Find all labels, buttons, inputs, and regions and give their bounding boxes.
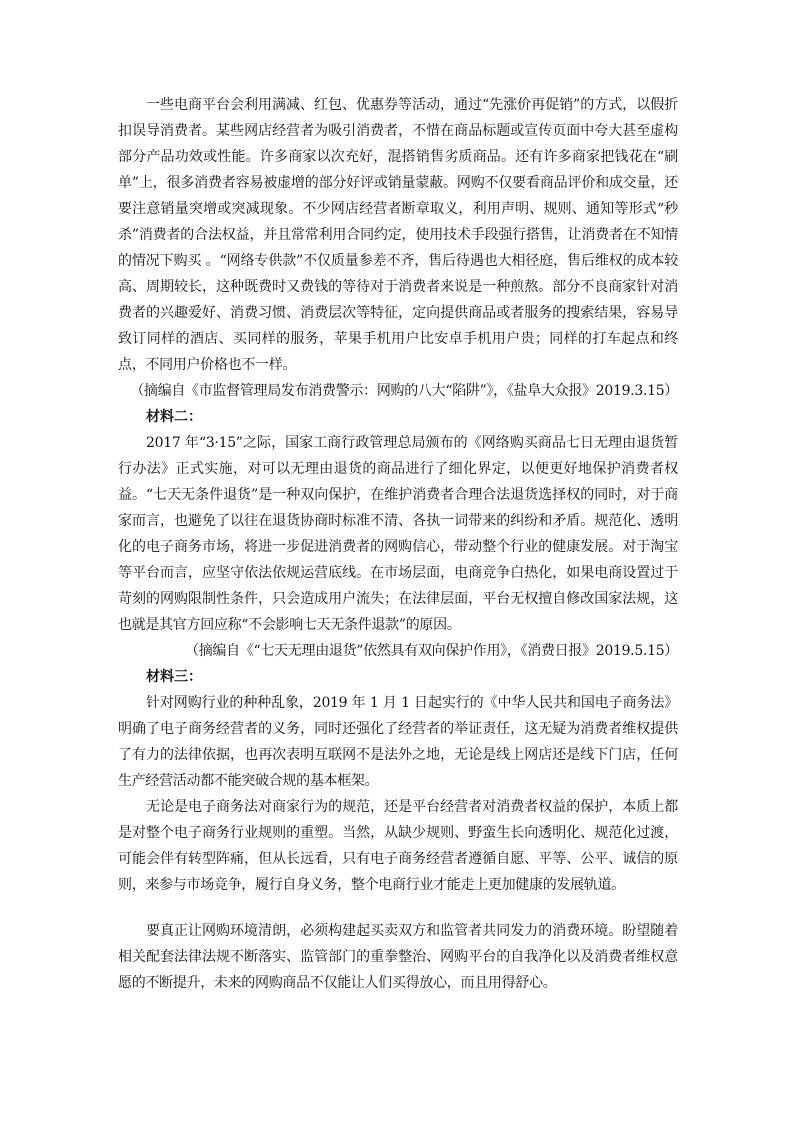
material2-heading: 材料二：: [146, 409, 202, 425]
material2-source: （摘编自《“七天无理由退货”依然具有双向保护作用》，《消费日报》2019.5.15）: [185, 643, 678, 659]
material3-paragraph-1: 针对网购行业的种种乱象，2019 年 1 月 1 日起实行的《中华人民共和国电子商务法》明确了电子商务经营者的义务，同时还强化了经营者的举证责任，这无疑为消费者维权提供了有力的法律依据，也再次表明互联网不是法外之地，无论是线上网店还是线下门店，任何生产经营活动都不能突破合规的基本框架。: [118, 695, 678, 789]
material2-paragraph: 2017 年“3·15”之际，国家工商行政管理总局颁布的《网络购买商品七日无理由退货暂行办法》正式实施，对可以无理由退货的商品进行了细化界定，以便更好地保护消费者权益。“七天无条件退货”是一种双向保护，在维护消费者合理合法退货选择权的同时，对于商家而言，也避免了以往在退货协商时标准不清、各执一词带来的纠纷和矛盾。规范化、透明化的电子商务市场，将进一步促进消费者的网购信心，带动整个行业的健康发展。对于淘宝等平台而言，应坚守依法依规运营底线。在市场层面，电商竞争白热化，如果电商设置过于苛刻的网购限制性条件，只会造成用户流失；在法律层面，平台无权擅自修改国家法规，这也就是其官方回应称“不会影响七天无条件退款”的原因。: [118, 435, 678, 633]
material1-source: （摘编自《市监督管理局发布消费警示：网购的八大“陷阱”》，《盐阜大众报》2019.3.15）: [130, 383, 678, 399]
document-page: [118, 92, 678, 996]
paragraph-gap: [118, 898, 678, 918]
material3-heading: 材料三：: [146, 669, 202, 685]
conclusion-paragraph: 要真正让网购环境清朗，必须构建起买卖双方和监管者共同发力的消费环境。盼望随着相关配套法律法规不断落实、监管部门的重拳整治、网购平台的自我净化以及消费者维权意愿的不断提升，未来的网购商品不仅能让人们买得放心，而且用得舒心。: [118, 923, 678, 991]
material1-paragraph: 一些电商平台会利用满减、红包、优惠券等活动，通过“先涨价再促销”的方式，以假折扣误导消费者。某些网店经营者为吸引消费者，不惜在商品标题或宣传页面中夸大甚至虚构部分产品功效或性能。许多商家以次充好，混搭销售劣质商品。还有许多商家把钱花在“刷单”上，很多消费者容易被虚增的部分好评或销量蒙蔽。网购不仅要看商品评价和成交量，还要注意销量突增或突减现象。不少网店经营者断章取义，利用声明、规则、通知等形式“秒杀”消费者的合法权益，并且常常利用合同约定，使用技术手段强行搭售，让消费者在不知情的情况下购买 。“网络专供款”不仅质量参差不齐，售后待遇也大相径庭，售后维权的成本较高、周期较长，这种既费时又费钱的等待对于消费者来说是一种煎熬。部分不良商家针对消费者的兴趣爱好、消费习惯、消费层次等特征，定向提供商品或者服务的搜索结果，容易导致订同样的酒店、买同样的服务，苹果手机用户比安卓手机用户贵；同样的打车起点和终点，不同用户价格也不一样。: [118, 97, 678, 373]
material3-paragraph-2: 无论是电子商务法对商家行为的规范，还是平台经营者对消费者权益的保护，本质上都是对整个电子商务行业规则的重塑。当然，从缺少规则、野蛮生长向透明化、规范化过渡，可能会伴有转型阵痛，但从长远看，只有电子商务经营者遵循自愿、平等、公平、诚信的原则，来参与市场竞争，履行自身义务，整个电商行业才能走上更加健康的发展轨道。: [118, 799, 678, 893]
